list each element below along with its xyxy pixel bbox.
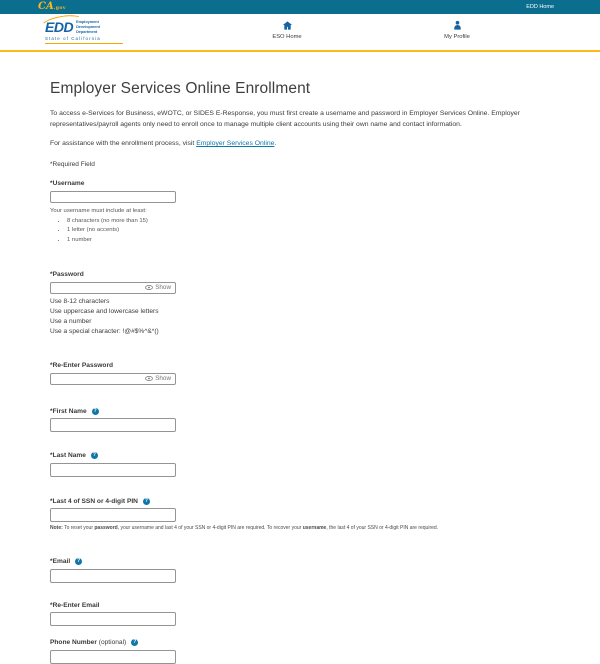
password-input[interactable]: [50, 282, 176, 294]
password-rule: Use a number: [50, 318, 92, 326]
password-rules: [50, 298, 555, 336]
edd-home-link[interactable]: EDD Home: [526, 4, 554, 10]
last-name-group: [50, 452, 555, 477]
required-field-note: *Required Field: [50, 161, 95, 169]
username-label: *Username: [50, 180, 85, 188]
reenter-password-label: *Re-Enter Password: [50, 362, 114, 370]
edd-logo-acronym: EDD: [45, 19, 74, 36]
employer-services-online-link[interactable]: Employer Services Online: [196, 140, 275, 148]
home-icon: [247, 20, 327, 31]
person-icon: [417, 20, 497, 31]
phone-label: Phone Number (optional) ?: [50, 639, 137, 647]
last-name-input[interactable]: [50, 463, 176, 477]
username-hints: [67, 218, 555, 244]
reenter-password-show-toggle[interactable]: Show: [145, 375, 171, 382]
first-name-help-icon[interactable]: ?: [93, 407, 97, 414]
nav-my-profile-label: My Profile: [444, 34, 470, 40]
email-label: *Email ?: [50, 558, 81, 566]
reenter-email-input[interactable]: [50, 612, 176, 626]
email-help-icon[interactable]: ?: [77, 558, 81, 565]
username-hint-item: • 1 number: [67, 237, 555, 243]
utility-bar: [0, 0, 600, 14]
page-title: Employer Services Online Enrollment: [50, 80, 311, 97]
phone-help-icon[interactable]: ?: [133, 639, 137, 646]
edd-logo[interactable]: [45, 20, 123, 44]
ca-gov-logo[interactable]: CA.gov: [38, 1, 67, 12]
username-input[interactable]: [50, 191, 176, 203]
username-hint-item: • 8 characters (no more than 15): [67, 218, 555, 224]
email-input[interactable]: [50, 569, 176, 583]
username-hint-title: Your username must include at least:: [50, 207, 147, 214]
password-group: [50, 271, 555, 335]
intro-paragraph: To access e-Services for Business, eWOTC, or SIDES E-Response, you must first create a username and password in Employer Services Online. Employer representatives/payroll agents only need to enroll once to manage multiple client accounts using their own name and contact information.: [50, 110, 520, 128]
eye-icon: [145, 376, 153, 381]
password-show-toggle[interactable]: Show: [145, 284, 171, 291]
username-group: [50, 180, 555, 243]
phone-group: [50, 639, 555, 664]
site-header: [0, 14, 600, 52]
required-marker: *: [50, 161, 53, 169]
password-rule: Use a special character: !@#$%^&*(): [50, 328, 159, 336]
nav-eso-home[interactable]: [247, 20, 327, 40]
first-name-group: [50, 408, 555, 433]
password-rule: Use 8-12 characters: [50, 297, 110, 305]
main-content: [0, 52, 600, 664]
ssn-pin-note: Note: To reset your password, your username and last 4 of your SSN or 4-digit PIN are required. To recover your username, the last 4 of your SSN or 4-digit PIN are required.: [50, 525, 439, 532]
password-rule: Use uppercase and lowercase letters: [50, 307, 159, 315]
edd-logo-department-text: Employment Development Department: [76, 20, 100, 34]
reenter-password-group: [50, 362, 555, 385]
first-name-label: *First Name ?: [50, 407, 97, 415]
phone-input[interactable]: [50, 650, 176, 664]
ssn-pin-group: [50, 498, 555, 532]
username-hint-item: • 1 letter (no accents): [67, 227, 555, 233]
ssn-pin-help-icon[interactable]: ?: [144, 497, 148, 504]
eye-icon: [145, 285, 153, 290]
reenter-email-group: [50, 602, 555, 627]
reenter-email-label: *Re-Enter Email: [50, 601, 100, 609]
last-name-label: *Last Name ?: [50, 452, 96, 460]
reenter-password-input[interactable]: [50, 373, 176, 385]
ssn-pin-input[interactable]: [50, 508, 176, 522]
nav-eso-home-label: ESO Home: [272, 34, 302, 40]
last-name-help-icon[interactable]: ?: [92, 452, 96, 459]
first-name-input[interactable]: [50, 418, 176, 432]
edd-logo-tagline: State of California: [45, 36, 101, 42]
ssn-pin-label: *Last 4 of SSN or 4-digit PIN ?: [50, 497, 148, 505]
password-label: *Password: [50, 271, 84, 279]
ca-gov-logo-text: CA: [38, 1, 54, 12]
email-group: [50, 558, 555, 583]
nav-my-profile[interactable]: [417, 20, 497, 40]
assistance-line: For assistance with the enrollment process, visit Employer Services Online.: [50, 140, 277, 148]
